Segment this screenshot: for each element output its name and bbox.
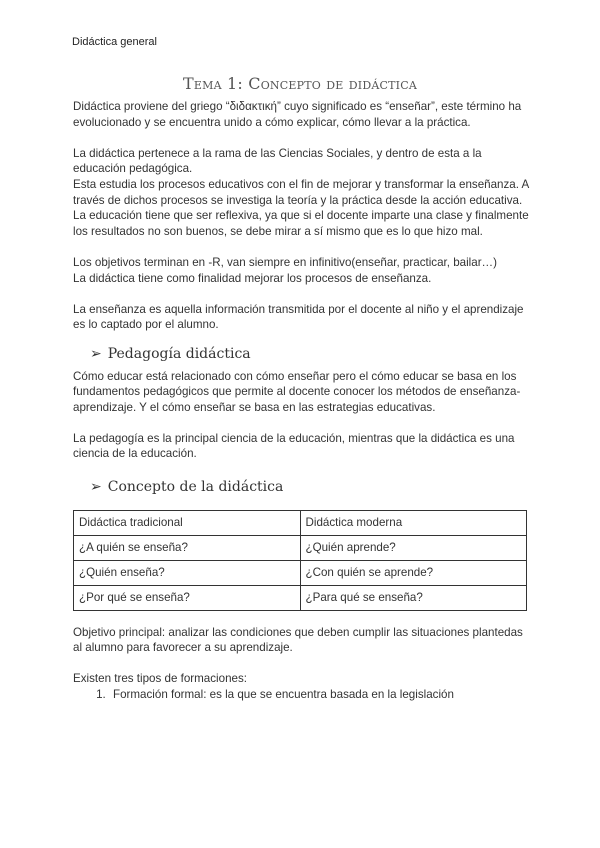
section-title: Concepto de la didáctica <box>107 479 284 496</box>
table-cell: Didáctica moderna <box>300 510 527 535</box>
paragraph: La enseñanza es aquella información transmitida por el docente al niño y el aprendizaje es lo captado por el alumno. <box>73 302 524 332</box>
arrow-bullet-icon: ➢ <box>90 479 102 496</box>
table-row <box>74 510 527 535</box>
numbered-list <box>73 687 533 703</box>
table-row <box>74 585 527 610</box>
table-cell: ¿Quién aprende? <box>300 535 527 560</box>
table-cell: ¿Por qué se enseña? <box>74 585 301 610</box>
paragraph: La didáctica tiene como finalidad mejorar los procesos de enseñanza. <box>73 271 432 285</box>
paragraph: La didáctica pertenece a la rama de las Ciencias Sociales, y dentro de esta a la educación pedagógica. <box>73 146 482 176</box>
table-cell: ¿A quién se enseña? <box>74 535 301 560</box>
page-header: Didáctica general <box>72 36 157 48</box>
page-title: Tema 1: Concepto de didáctica <box>183 74 417 93</box>
paragraph: Cómo educar está relacionado con cómo enseñar pero el cómo educar se basa en los fundamentos pedagógicos que permite al docente conocer los métodos de enseñanza-aprendizaje. Y el cómo enseñar se basa en las estrategias educativas. <box>73 369 521 414</box>
table-cell: ¿Con quién se aprende? <box>300 560 527 585</box>
paragraph-intro: Didáctica proviene del griego “διδακτική” cuyo significado es “enseñar”, este término ha evolucionado y se encuentra unido a cómo explicar, cómo llevar a la práctica. <box>73 100 522 129</box>
arrow-bullet-icon: ➢ <box>90 345 102 362</box>
paragraph: Los objetivos terminan en -R, van siempre en infinitivo(enseñar, practicar, bailar…) <box>73 255 498 269</box>
document-body <box>73 99 533 703</box>
paragraph: Existen tres tipos de formaciones: <box>73 672 247 686</box>
table-cell: ¿Quién enseña? <box>74 560 301 585</box>
section-title: Pedagogía didáctica <box>107 345 251 362</box>
paragraph: La pedagogía es la principal ciencia de la educación, mientras que la didáctica es una ciencia de la educación. <box>73 431 515 461</box>
paragraph: Esta estudia los procesos educativos con el fin de mejorar y transformar la enseñanza. A través de dichos procesos se investiga la teoría y la práctica desde la acción educativa. <box>73 177 529 207</box>
table-row <box>74 560 527 585</box>
paragraph: Objetivo principal: analizar las condiciones que deben cumplir las situaciones plantedas al alumno para favorecer a su aprendizaje. <box>73 625 523 655</box>
table-cell: ¿Para qué se enseña? <box>300 585 527 610</box>
paragraph: La educación tiene que ser reflexiva, ya que si el docente imparte una clase y finalmente los resultados no son buenos, se debe mirar a sí mismo que es lo que hizo mal. <box>73 209 529 238</box>
table-row <box>74 535 527 560</box>
table-cell: Didáctica tradicional <box>74 510 301 535</box>
section-heading-concepto <box>90 480 533 496</box>
section-heading-pedagogia <box>90 347 533 363</box>
comparison-table <box>73 510 527 611</box>
list-item: 1. Formación formal: es la que se encuentra basada en la legislación <box>109 687 533 703</box>
